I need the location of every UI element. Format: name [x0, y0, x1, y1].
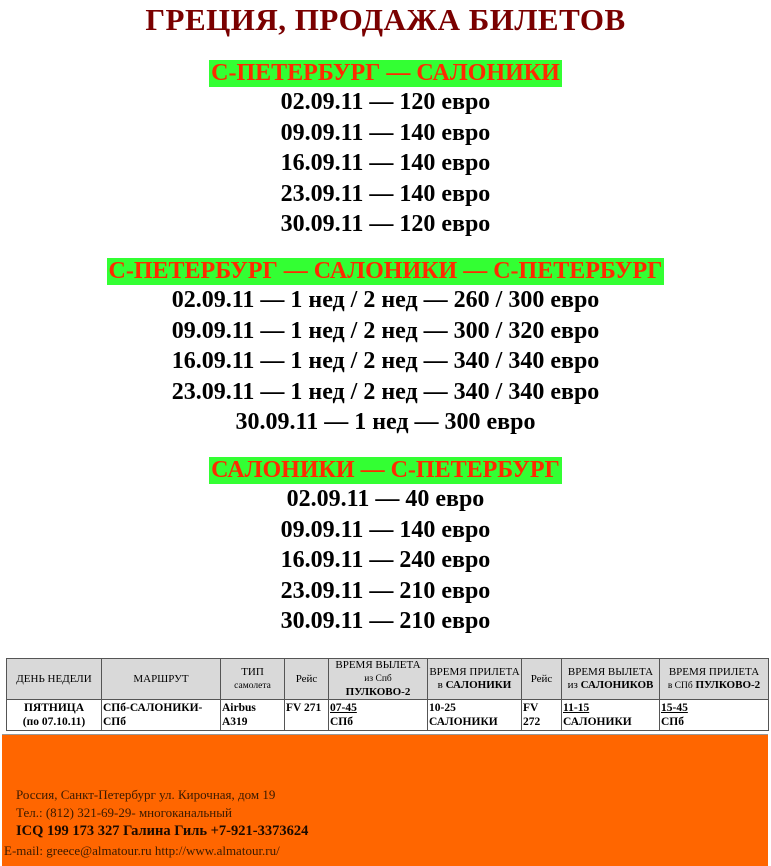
header-flight-return: Рейс: [522, 659, 562, 700]
price-line: 30.09.11 — 1 нед — 300 евро: [235, 409, 536, 435]
header-departure-thessaloniki: ВРЕМЯ ВЫЛЕТА из САЛОНИКОВ: [562, 659, 660, 700]
price-line: 09.09.11 — 140 евро: [280, 119, 491, 146]
cell-aircraft: Airbus A319: [221, 700, 285, 731]
cell-arrival-thessaloniki: 10-25 САЛОНИКИ: [428, 700, 522, 731]
cell-flight: FV 271: [285, 700, 329, 731]
price-line: 16.09.11 — 140 евро: [280, 150, 491, 176]
price-line: 23.09.11 — 140 евро: [280, 180, 491, 207]
route-heading: САЛОНИКИ — С-ПЕТЕРБУРГ: [211, 457, 560, 483]
price-line: 23.09.11 — 1 нед / 2 нед — 340 / 340 евро: [171, 378, 600, 405]
price-line: 02.09.11 — 40 евро: [286, 486, 485, 512]
flight-schedule-table: [6, 658, 769, 731]
cell-arrival-spb: 15-45 СПб: [660, 700, 769, 731]
header-arrival-thessaloniki: ВРЕМЯ ПРИЛЕТА в САЛОНИКИ: [428, 659, 522, 700]
route-heading: С-ПЕТЕРБУРГ — САЛОНИКИ — С-ПЕТЕРБУРГ: [108, 258, 663, 284]
header-departure-spb: ВРЕМЯ ВЫЛЕТА из Спб ПУЛКОВО-2: [329, 659, 428, 700]
price-line: 16.09.11 — 240 евро: [280, 547, 491, 573]
table-row: [7, 700, 769, 731]
header-flight: Рейс: [285, 659, 329, 700]
price-line: 09.09.11 — 1 нед / 2 нед — 300 / 320 евро: [171, 317, 600, 344]
header-route: МАРШРУТ: [102, 659, 221, 700]
cell-departure-spb: 07-45 СПб: [329, 700, 428, 731]
price-line: 02.09.11 — 120 евро: [280, 89, 491, 115]
page-title: ГРЕЦИЯ, ПРОДАЖА БИЛЕТОВ: [145, 2, 626, 37]
cell-day: ПЯТНИЦА (по 07.10.11): [7, 700, 102, 731]
price-line: 30.09.11 — 120 евро: [280, 211, 491, 237]
route-section-spb-thessaloniki: [0, 60, 771, 240]
phone-text: Тел.: (812) 321-69-29- многоканальный: [16, 805, 232, 820]
address-text: Россия, Санкт-Петербург ул. Кирочная, дом 19: [16, 787, 276, 802]
header-aircraft-type: ТИП самолета: [221, 659, 285, 700]
price-line: 09.09.11 — 140 евро: [280, 516, 491, 543]
contact-footer: [2, 734, 768, 866]
header-day: ДЕНЬ НЕДЕЛИ: [7, 659, 102, 700]
email-link[interactable]: E-mail: greece@almatour.ru http://www.almatour.ru/: [4, 843, 280, 858]
header-arrival-spb: ВРЕМЯ ПРИЛЕТА в СПб ПУЛКОВО-2: [660, 659, 769, 700]
table-header-row: [7, 659, 769, 700]
cell-departure-thessaloniki: 11-15 САЛОНИКИ: [562, 700, 660, 731]
cell-flight-return: FV 272: [522, 700, 562, 731]
price-line: 02.09.11 — 1 нед / 2 нед — 260 / 300 евро: [171, 287, 600, 313]
price-line: 16.09.11 — 1 нед / 2 нед — 340 / 340 евро: [171, 348, 600, 374]
price-line: 23.09.11 — 210 евро: [280, 577, 491, 604]
route-section-round-trip: [0, 258, 771, 438]
route-heading: С-ПЕТЕРБУРГ — САЛОНИКИ: [211, 60, 560, 86]
cell-route: СПб-САЛОНИКИ- СПб: [102, 700, 221, 731]
icq-text: ICQ 199 173 327 Галина Гиль +7-921-3373624: [16, 823, 309, 839]
route-section-thessaloniki-spb: [0, 457, 771, 637]
price-line: 30.09.11 — 210 евро: [280, 608, 491, 634]
